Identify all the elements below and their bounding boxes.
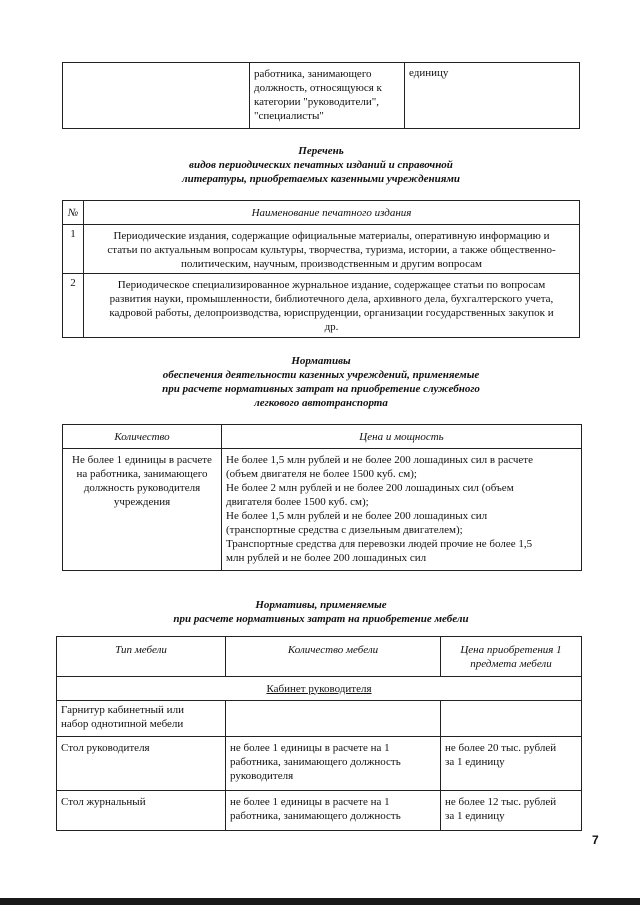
column-header-furniture-quantity: Количество мебели: [226, 637, 441, 677]
text-line: учреждения: [113, 496, 171, 508]
page-number: 7: [592, 833, 599, 847]
table-header-row: [63, 201, 580, 225]
text-line: работника, занимающего: [254, 68, 372, 80]
row-number: 1: [63, 225, 84, 274]
column-header-num: №: [63, 201, 84, 225]
furniture-type: [57, 701, 226, 737]
table-row: [57, 791, 582, 831]
text-line: не более 1 единицы в расчете на 1: [230, 796, 390, 808]
periodicals-subtitle-line: литературы, приобретаемых казенными учреждениями: [181, 173, 461, 185]
table-row: [63, 63, 580, 129]
periodicals-table: [62, 200, 580, 338]
text-line: Цена приобретения 1: [460, 644, 562, 656]
text-line: Стол журнальный: [61, 796, 146, 808]
furniture-price: [441, 737, 582, 791]
text-line: Не более 2 млн рублей и не более 200 лошадиных сил (объем: [226, 482, 514, 494]
vehicle-quantity: [63, 449, 222, 571]
text-line: двигателя более 1500 куб. см);: [226, 496, 369, 508]
vehicles-subtitle-line: при расчете нормативных затрат на приобретение служебного: [162, 383, 480, 395]
periodicals-subtitle-line: видов периодических печатных изданий и справочной: [189, 159, 453, 171]
vehicles-table: [62, 424, 582, 571]
table-header-row: [63, 425, 582, 449]
vehicles-subtitle-line: обеспечения деятельности казенных учреждений, применяемые: [162, 369, 480, 381]
periodicals-title: Перечень: [298, 145, 344, 157]
text-line: кадровой работы, делопроизводства, юриспруденции, организации государственных закупок и: [109, 307, 554, 319]
vehicles-heading: [62, 354, 580, 410]
table-row: [63, 225, 580, 274]
text-line: статьи по актуальным вопросам культуры, творчества, туризма, истории, а также общественно-: [107, 244, 556, 256]
furniture-type: [57, 737, 226, 791]
text-line: работника, занимающего должность: [230, 756, 401, 768]
text-line: Периодические издания, содержащие официальные материалы, оперативную информацию и: [113, 230, 550, 242]
furniture-quantity: [226, 701, 441, 737]
furniture-table: [56, 636, 582, 831]
text-line: млн рублей и не более 200 лошадиных сил: [226, 552, 427, 564]
text-line: Не более 1 единицы в расчете: [72, 454, 212, 466]
vehicles-title: Нормативы: [291, 355, 351, 367]
column-header-price-power: Цена и мощность: [222, 425, 582, 449]
top-table-cell-position: [250, 63, 405, 129]
text-line: не более 1 единицы в расчете на 1: [230, 742, 390, 754]
text-line: за 1 единицу: [445, 810, 505, 822]
periodical-description: [84, 225, 580, 274]
table-row: [57, 701, 582, 737]
table-row: [63, 274, 580, 338]
text-line: Транспортные средства для перевозки людей прочие не более 1,5: [226, 538, 533, 550]
text-line: "специалисты": [254, 110, 324, 122]
top-table-cell-unit: [405, 63, 580, 129]
furniture-quantity: [226, 791, 441, 831]
text-line: Не более 1,5 млн рублей и не более 200 лошадиных сил: [226, 510, 488, 522]
column-header-furniture-price: [441, 637, 582, 677]
text-line: развития науки, промышленности, библиотечного дела, архивного дела, бухгалтерского учета,: [109, 293, 554, 305]
periodical-description: [84, 274, 580, 338]
top-table: [62, 62, 580, 129]
table-row: [57, 737, 582, 791]
vehicles-subtitle-line: легкового автотранспорта: [254, 397, 388, 409]
text-line: единицу: [409, 67, 449, 79]
text-line: руководителя: [230, 770, 294, 782]
text-line: предмета мебели: [470, 658, 552, 670]
text-line: др.: [324, 321, 339, 333]
row-number: 2: [63, 274, 84, 338]
text-line: работника, занимающего должность: [230, 810, 401, 822]
text-line: Гарнитур кабинетный или: [61, 704, 184, 716]
furniture-subtitle: при расчете нормативных затрат на приобретение мебели: [173, 613, 469, 625]
furniture-title: Нормативы, применяемые: [255, 599, 387, 611]
table-header-row: [57, 637, 582, 677]
column-header-quantity: Количество: [63, 425, 222, 449]
text-line: (объем двигателя не более 1500 куб. см);: [226, 468, 417, 480]
text-line: набор однотипной мебели: [61, 718, 184, 730]
furniture-heading: [62, 598, 580, 626]
text-line: Не более 1,5 млн рублей и не более 200 лошадиных сил в расчете: [226, 454, 533, 466]
scan-bottom-edge: [0, 898, 640, 905]
top-table-cell-empty: [63, 63, 250, 129]
furniture-price: [441, 701, 582, 737]
periodicals-heading: [62, 144, 580, 186]
furniture-type: [57, 791, 226, 831]
text-line: на работника, занимающего: [76, 468, 208, 480]
text-line: Периодическое специализированное журнальное издание, содержащее статьи по вопросам: [117, 279, 546, 291]
text-line: должность, относящуюся к: [254, 82, 382, 94]
text-line: должность руководителя: [83, 482, 201, 494]
furniture-quantity: [226, 737, 441, 791]
column-header-name: Наименование печатного издания: [84, 201, 580, 225]
section-title: [57, 677, 582, 701]
text-line: (транспортные средства с дизельным двигателем);: [226, 524, 463, 536]
text-line: категории "руководители",: [254, 96, 379, 108]
text-line: политическим, научным, производственным и другим вопросам: [181, 258, 482, 270]
text-line: Стол руководителя: [61, 742, 150, 754]
section-title-text: Кабинет руководителя: [266, 682, 372, 695]
text-line: не более 20 тыс. рублей: [445, 742, 557, 754]
table-row: [63, 449, 582, 571]
section-row: [57, 677, 582, 701]
text-line: за 1 единицу: [445, 756, 505, 768]
furniture-price: [441, 791, 582, 831]
text-line: не более 12 тыс. рублей: [445, 796, 557, 808]
column-header-furniture-type: Тип мебели: [57, 637, 226, 677]
vehicle-price-power: [222, 449, 582, 571]
